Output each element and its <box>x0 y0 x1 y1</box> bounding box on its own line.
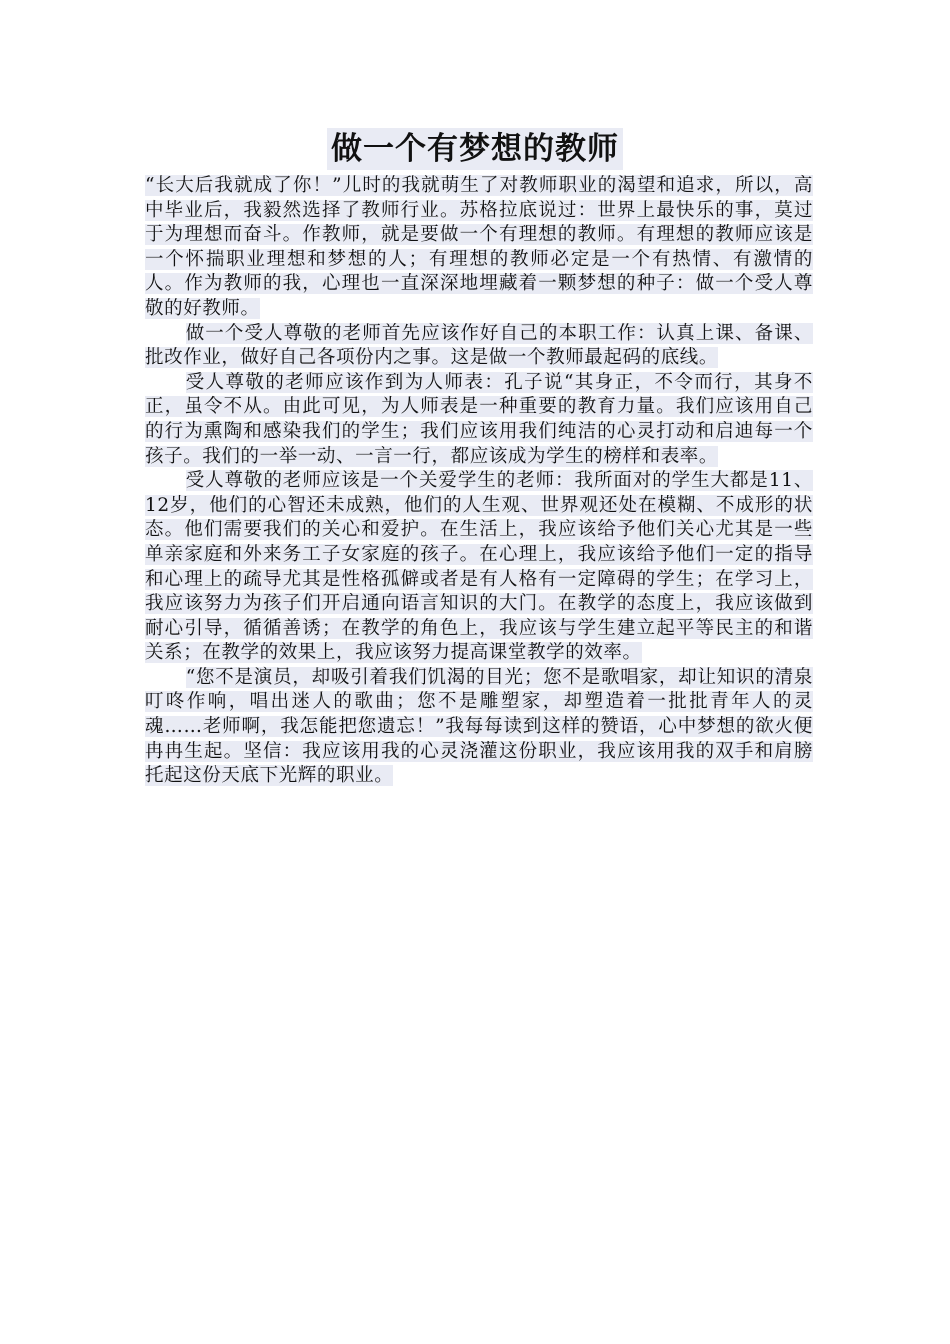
document-title: 做一个有梦想的教师 <box>327 128 623 170</box>
paragraph-4 <box>145 469 813 666</box>
title-wrapper <box>0 128 950 170</box>
paragraph-1-text: “长大后我就成了你！”儿时的我就萌生了对教师职业的渴望和追求，所以，高中毕业后，我毅然选择了教师行业。苏格拉底说过：世界上最快乐的事，莫过于为理想而奋斗。作教师，就是要做一个有理想的教师。有理想的教师应该是一个怀揣职业理想和梦想的人；有理想的教师必定是一个有热情、有激情的人。作为教师的我，心理也一直深深地埋藏着一颗梦想的种子：做一个受人尊敬的好教师。 <box>145 175 813 319</box>
paragraph-2-text: 做一个受人尊敬的老师首先应该作好自己的本职工作：认真上课、备课、批改作业，做好自己各项份内之事。这是做一个教师最起码的底线。 <box>145 322 813 369</box>
paragraph-1 <box>145 174 813 322</box>
paragraph-4-text: 受人尊敬的老师应该是一个关爱学生的老师：我所面对的学生大都是11、12岁，他们的心智还未成熟，他们的人生观、世界观还处在模糊、不成形的状态。他们需要我们的关心和爱护。在生活上，我应该给予他们关心尤其是一些单亲家庭和外来务工子女家庭的孩子。在心理上，我应该给予他们一定的指导和心理上的疏导尤其是性格孤僻或者是有人格有一定障碍的学生；在学习上，我应该努力为孩子们开启通向语言知识的大门。在教学的态度上，我应该做到耐心引导，循循善诱；在教学的角色上，我应该与学生建立起平等民主的和谐关系；在教学的效果上，我应该努力提高课堂教学的效率。 <box>145 470 813 664</box>
paragraph-2 <box>145 322 813 371</box>
paragraph-5 <box>145 666 813 789</box>
document-body <box>145 174 813 789</box>
paragraph-5-text: “您不是演员，却吸引着我们饥渴的目光；您不是歌唱家，却让知识的清泉叮咚作响，唱出迷人的歌曲；您不是雕塑家，却塑造着一批批青年人的灵魂……老师啊，我怎能把您遗忘！”我每每读到这样的赞语，心中梦想的欲火便冉冉生起。坚信：我应该用我的心灵浇灌这份职业，我应该用我的双手和肩膀托起这份天底下光辉的职业。 <box>145 666 813 787</box>
paragraph-3 <box>145 371 813 469</box>
paragraph-3-text: 受人尊敬的老师应该作到为人师表：孔子说“其身正，不令而行，其身不正，虽令不从。由此可见，为人师表是一种重要的教育力量。我们应该用自己的行为熏陶和感染我们的学生；我们应该用我们纯洁的心灵打动和启迪每一个孩子。我们的一举一动、一言一行，都应该成为学生的榜样和表率。 <box>145 371 813 467</box>
